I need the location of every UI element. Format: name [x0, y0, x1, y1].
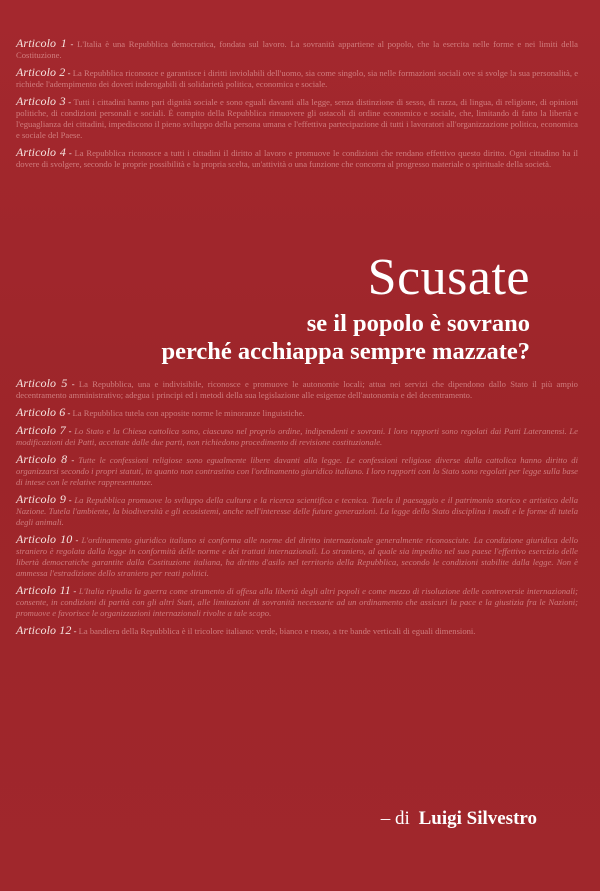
article-label: Articolo 8: [16, 452, 68, 466]
article-separator: -: [65, 426, 75, 436]
article-label: Articolo 4: [16, 145, 66, 159]
author-name: Luigi Silvestro: [418, 808, 537, 829]
article-text: La bandiera della Repubblica è il tricolore italiano: verde, bianco e rosso, a tre bande verticali di eguali dimensioni.: [78, 626, 476, 636]
article-text: Lo Stato e la Chiesa cattolica sono, ciascuno nel proprio ordine, indipendenti e sovrani. I loro rapporti sono regolati dai Patti Lateranensi. Le modificazioni dei Patti, accettate dalle due parti, non richiedono procedimento di revisione costituzionale.: [16, 426, 578, 447]
article-5: [16, 378, 578, 401]
article-text: La Repubblica riconosce a tutti i cittadini il diritto al lavoro e promuove le condizioni che rendano effettivo questo diritto. Ogni cittadino ha il dovere di svolgere, secondo le proprie possibilità e la propria scelta, un'attività o una funzione che concorra al progresso materiale o spirituale della società.: [16, 148, 578, 169]
author-line: [381, 808, 537, 830]
article-text: La Repubblica, una e indivisibile, riconosce e promuove le autonomie locali; attua nei servizi che dipendono dallo Stato il più ampio decentramento amministrativo; adegua i principi ed i metodi della sua legislazione alle esigenze dell'autonomia e del decentramento.: [16, 379, 578, 400]
article-separator: -: [65, 68, 73, 78]
article-label: Articolo 10: [16, 532, 73, 546]
article-separator: -: [65, 495, 75, 505]
article-text: L'ordinamento giuridico italiano si conforma alle norme del diritto internazionale generalmente riconosciute. La condizione giuridica dello straniero è regolata dalla legge in conformità delle norme e dei trattati internazionali. Lo straniero, al quale sia impedito nel suo paese l'effettivo esercizio delle libertà democratiche garantite dalla Costituzione italiana, ha diritto d'asilo nel territorio della Repubblica, secondo le condizioni stabilite dalla legge. Non è ammessa l'estradizione dello straniero per reati politici.: [16, 535, 579, 578]
article-separator: -: [66, 39, 78, 49]
article-label: Articolo 3: [16, 94, 66, 108]
article-2: [16, 67, 578, 90]
article-6: [16, 407, 578, 419]
article-separator: -: [70, 586, 79, 596]
article-text: La Repubblica tutela con apposite norme le minoranze linguistiche.: [72, 408, 305, 418]
article-separator: -: [66, 148, 75, 158]
article-label: Articolo 2: [16, 65, 66, 79]
article-label: Articolo 5: [16, 376, 68, 390]
article-text: Tutte le confessioni religiose sono egualmente libere davanti alla legge. Le confessioni religiose diverse dalla cattolica hanno diritto di organizzarsi secondo i propri statuti, in quanto non contrastino con l'ordinamento giuridico italiano. I loro rapporti con lo Stato sono regolati per legge sulla base di intese con le relative rappresentanze.: [16, 455, 578, 487]
article-text: Tutti i cittadini hanno pari dignità sociale e sono eguali davanti alla legge, senza distinzione di sesso, di razza, di lingua, di religione, di opinioni politiche, di condizioni personali e sociali. È compito della Repubblica rimuovere gli ostacoli di ordine economico e sociale, che, limitando di fatto la libertà e l'eguaglianza dei cittadini, impediscono il pieno sviluppo della persona umana e l'effettiva partecipazione di tutti i lavoratori all'organizzazione politica, economica e sociale del Paese.: [16, 97, 579, 140]
article-text: La Repubblica riconosce e garantisce i diritti inviolabili dell'uomo, sia come singolo, sia nelle formazioni sociali ove si svolge la sua personalità, e richiede l'adempimento dei doveri inderogabili di solidarietà politica, economica e sociale.: [16, 68, 579, 89]
author-prefix: – di: [380, 808, 410, 829]
article-7: [16, 425, 578, 448]
article-separator: -: [65, 408, 73, 418]
article-label: Articolo 9: [16, 492, 66, 506]
article-separator: -: [71, 626, 79, 636]
article-label: Articolo 12: [16, 623, 72, 637]
article-10: [16, 534, 578, 579]
book-title: Scusate: [367, 249, 530, 306]
article-3: [16, 96, 578, 141]
book-subtitle-line-2: perché acchiappa sempre mazzate?: [161, 338, 530, 365]
article-label: Articolo 1: [16, 36, 67, 50]
article-label: Articolo 11: [16, 583, 71, 597]
article-text: L'Italia ripudia la guerra come strumento di offesa alla libertà degli altri popoli e come mezzo di risoluzione delle controversie internazionali; consente, in condizioni di parità con gli altri Stati, alle limitazioni di sovranità necessarie ad un ordinamento che assicuri la pace e la giustizia fra le Nazioni; promuove e favorisce le organizzazioni internazionali rivolte a tale scopo.: [16, 586, 578, 618]
article-8: [16, 454, 578, 488]
article-12: [16, 625, 578, 637]
article-separator: -: [65, 97, 74, 107]
article-9: [16, 494, 578, 528]
article-separator: -: [67, 455, 79, 465]
article-11: [16, 585, 578, 619]
article-label: Articolo 6: [16, 405, 66, 419]
book-subtitle-line-1: se il popolo è sovrano: [306, 310, 530, 337]
article-text: L'Italia è una Repubblica democratica, fondata sul lavoro. La sovranità appartiene al popolo, che la esercita nelle forme e nei limiti della Costituzione.: [16, 39, 578, 60]
article-separator: -: [72, 535, 82, 545]
articles-bottom-block: [16, 378, 578, 643]
article-label: Articolo 7: [16, 423, 66, 437]
article-text: La Repubblica promuove lo sviluppo della cultura e la ricerca scientifica e tecnica. Tutela il paesaggio e il patrimonio storico e artistico della Nazione. Tutela l'ambiente, la biodiversità e gli ecosistemi, anche nell'interesse delle future generazioni. La legge dello Stato disciplina i modi e le forme di tutela degli animali.: [16, 495, 578, 527]
article-separator: -: [67, 379, 79, 389]
article-1: [16, 38, 578, 61]
article-4: [16, 147, 578, 170]
articles-top-block: [16, 38, 578, 176]
title-block: [161, 249, 530, 366]
